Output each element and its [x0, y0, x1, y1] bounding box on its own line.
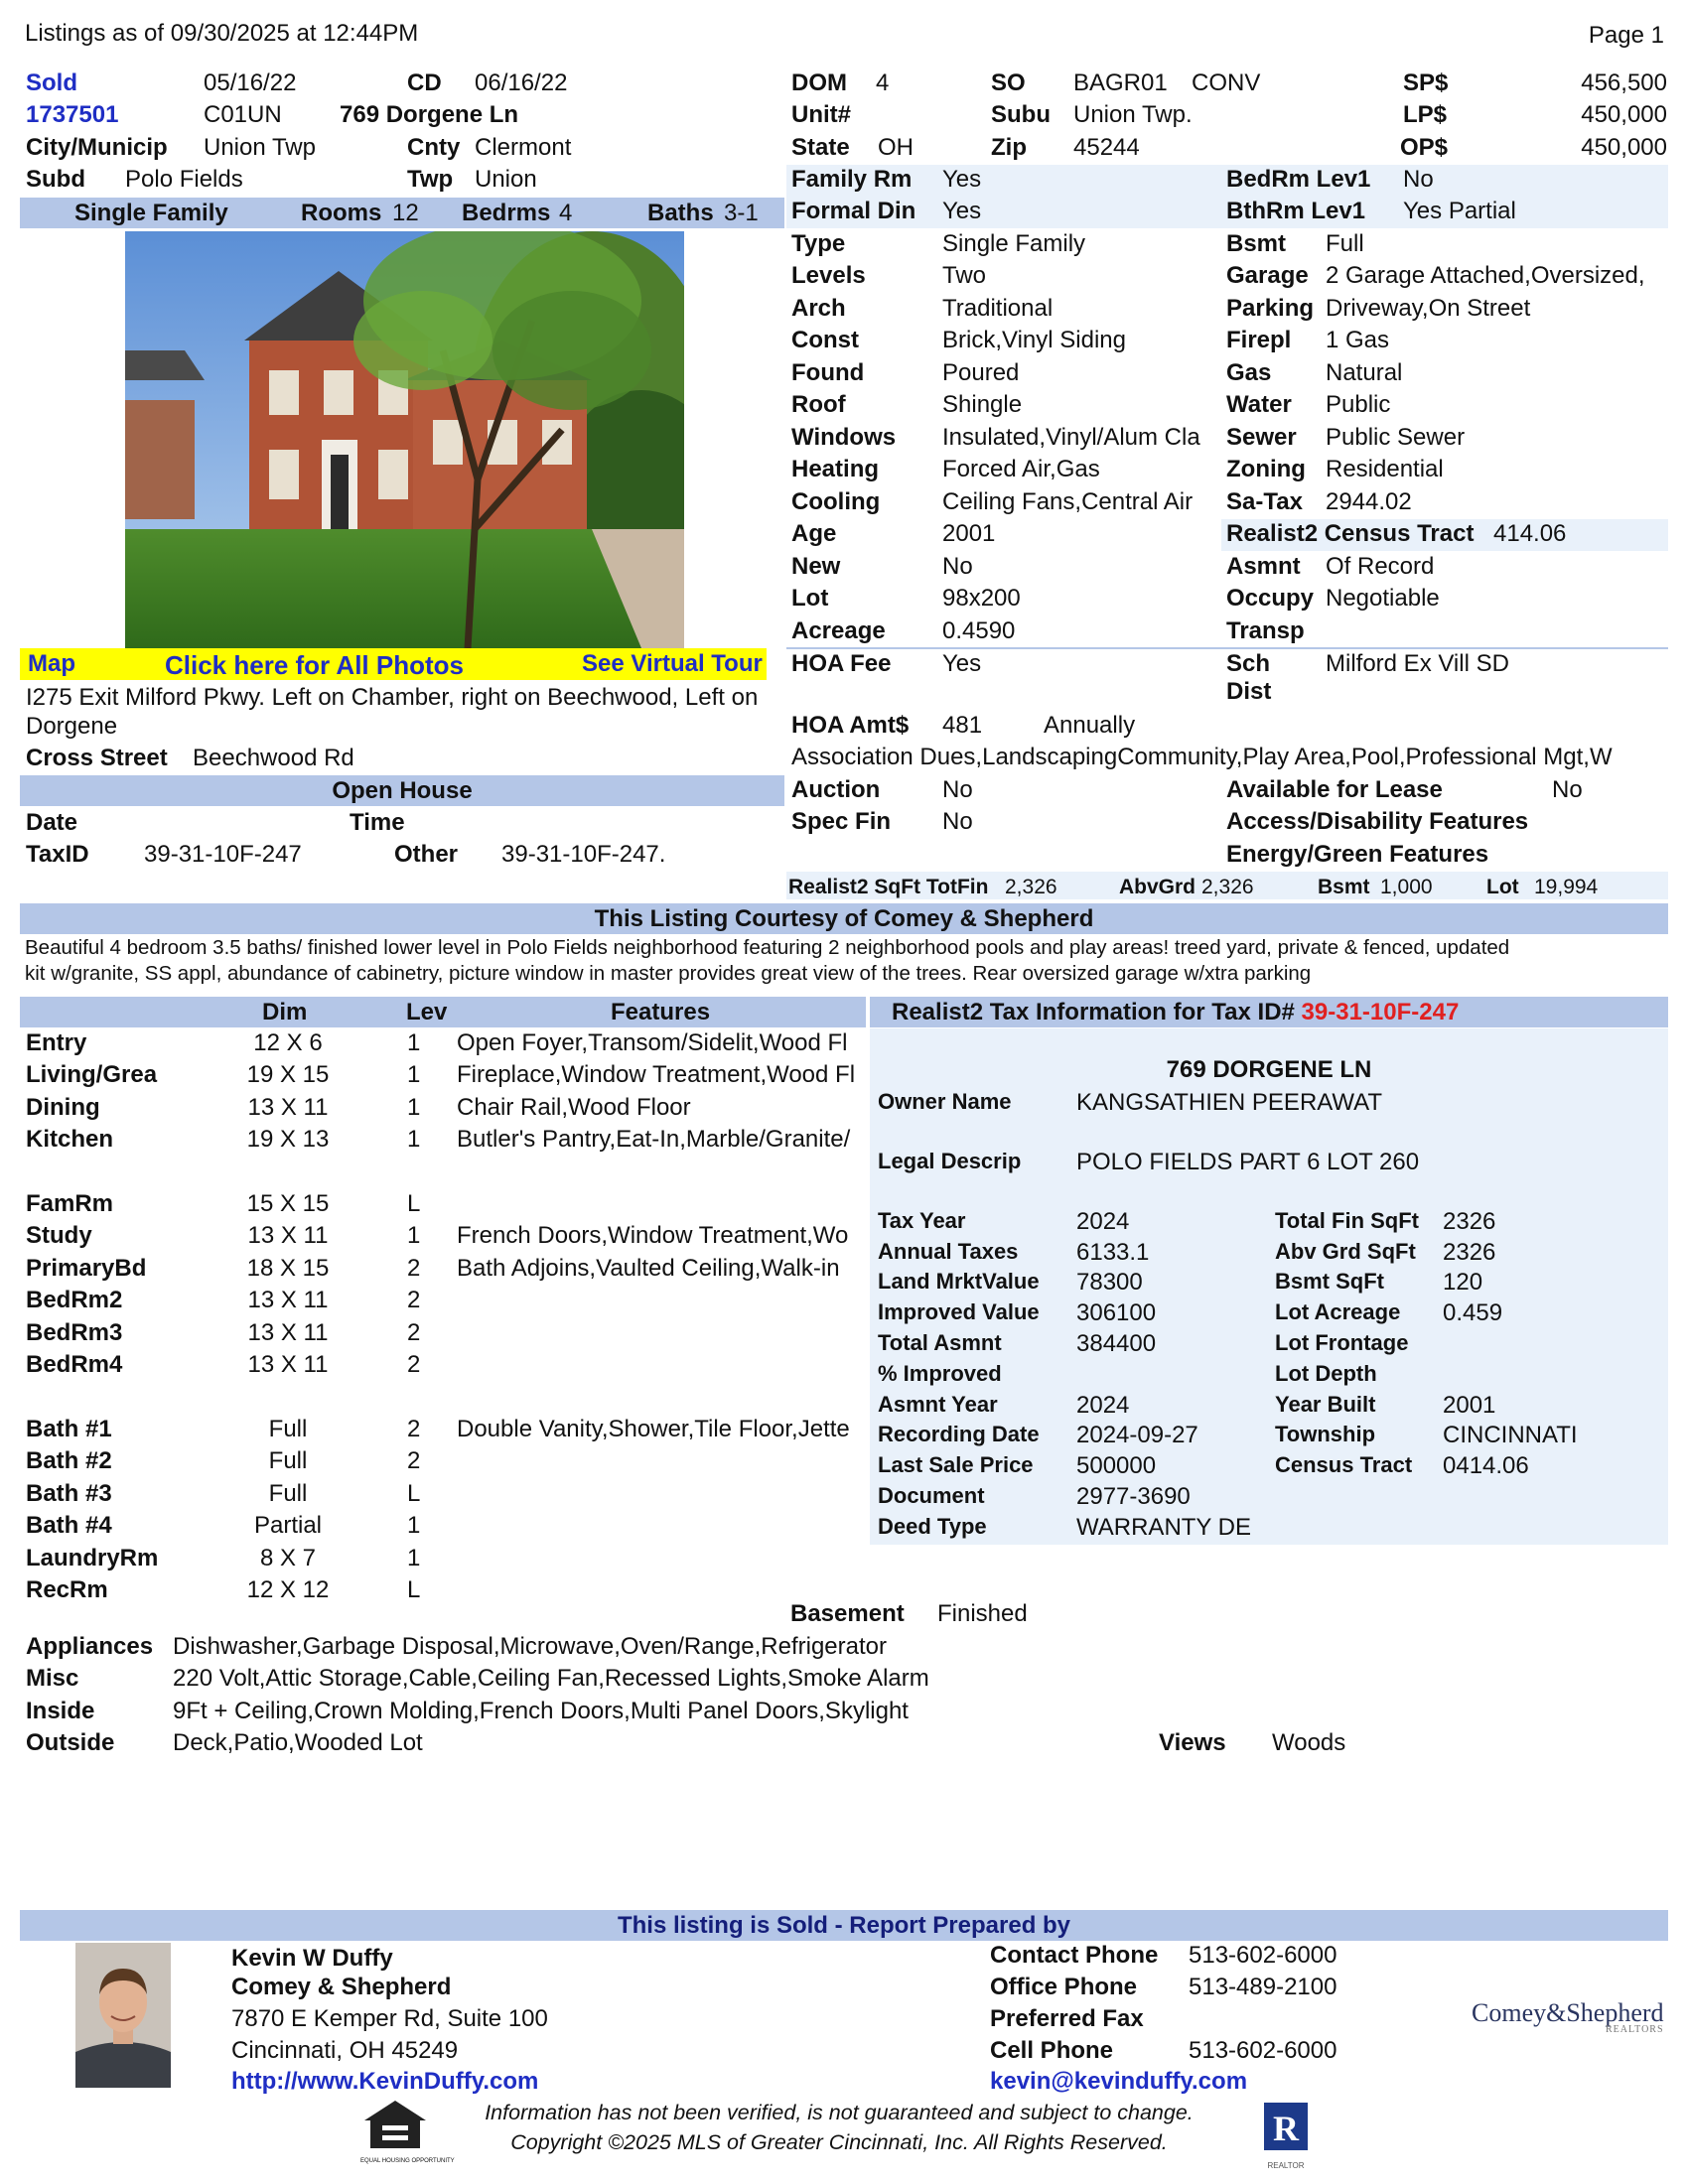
- agent-email-link[interactable]: kevin@kevinduffy.com: [990, 2068, 1248, 2095]
- room-features: Open Foyer,Transom/Sidelit,Wood Fl: [457, 1029, 848, 1056]
- room-name: BedRm4: [26, 1351, 123, 1378]
- office-phone-label: Office Phone: [990, 1974, 1138, 2000]
- room-name: LaundryRm: [26, 1545, 159, 1571]
- tax-value: 2326: [1443, 1208, 1496, 1235]
- room-dim: Partial: [253, 1512, 323, 1539]
- feature-value: No: [1403, 166, 1434, 193]
- baths-label: Baths: [647, 200, 714, 226]
- room-lev: 2: [407, 1287, 421, 1313]
- feature-label: New: [791, 553, 841, 580]
- feature-label: Transp: [1226, 617, 1305, 644]
- room-features: Fireplace,Window Treatment,Wood Fl: [457, 1061, 856, 1088]
- tax-legal-label: Legal Descrip: [878, 1149, 1022, 1173]
- tax-header: [892, 999, 1459, 1027]
- tax-label: Lot Frontage: [1275, 1330, 1409, 1355]
- outside-label: Outside: [26, 1729, 115, 1756]
- feature-label: BthRm Lev1: [1226, 198, 1366, 224]
- op-value: 450,000: [1581, 134, 1667, 161]
- so-label: SO: [991, 69, 1026, 96]
- room-name: Entry: [26, 1029, 87, 1056]
- room-dim: 8 X 7: [259, 1545, 317, 1571]
- cross-street-label: Cross Street: [26, 745, 168, 771]
- state-label: State: [791, 134, 850, 161]
- sold-bar-text: This listing is Sold - Report Prepared by: [617, 1912, 1071, 1939]
- so-value: BAGR01: [1073, 69, 1168, 96]
- rooms-label: Rooms: [301, 200, 382, 226]
- feature-value: No: [942, 553, 973, 580]
- room-dim: 13 X 11: [247, 1222, 329, 1249]
- tax-legal-value: POLO FIELDS PART 6 LOT 260: [1076, 1149, 1420, 1175]
- school-value: Milford Ex Vill SD: [1326, 650, 1509, 677]
- feature-label: BedRm Lev1: [1226, 166, 1371, 193]
- tax-value: 2001: [1443, 1392, 1496, 1419]
- page-number: Page 1: [1588, 22, 1664, 49]
- agent-city: Cincinnati, OH 45249: [231, 2037, 459, 2064]
- feature-label: Gas: [1226, 359, 1272, 386]
- open-house-date-label: Date: [26, 809, 78, 836]
- listings-as-of: Listings as of 09/30/2025 at 12:44PM: [25, 20, 419, 47]
- tax-label: Census Tract: [1275, 1452, 1413, 1477]
- room-lev: 2: [407, 1319, 421, 1346]
- feature-label: Windows: [791, 424, 897, 451]
- other-value: 39-31-10F-247.: [501, 841, 666, 868]
- property-address: 769 Dorgene Ln: [340, 101, 519, 128]
- room-features: French Doors,Window Treatment,Wo: [457, 1222, 849, 1249]
- feature-value: Natural: [1326, 359, 1403, 386]
- room-lev: L: [407, 1480, 421, 1507]
- feature-value: Shingle: [942, 391, 1023, 418]
- room-dim: 19 X 15: [246, 1061, 330, 1088]
- room-dim: 13 X 11: [247, 1287, 329, 1313]
- misc-value: 220 Volt,Attic Storage,Cable,Ceiling Fan,Recessed Lights,Smoke Alarm: [173, 1665, 929, 1692]
- tax-owner-value: KANGSATHIEN PEERAWAT: [1076, 1089, 1383, 1116]
- room-lev: 1: [407, 1126, 421, 1153]
- disclaimer-line-2: Copyright ©2025 MLS of Greater Cincinnati, Inc. All Rights Reserved.: [510, 2130, 1168, 2154]
- tax-label: Year Built: [1275, 1392, 1376, 1417]
- school-label-2: Dist: [1226, 678, 1272, 705]
- feature-value: Traditional: [942, 295, 1054, 322]
- office-phone-value: 513-489-2100: [1189, 1974, 1337, 2000]
- list-date: 05/16/22: [204, 69, 297, 96]
- directions: I275 Exit Milford Pkwy. Left on Chamber, right on Beechwood, Left on Dorgene: [26, 684, 759, 741]
- city-label: City/Municip: [26, 134, 168, 161]
- virtual-tour-link[interactable]: See Virtual Tour: [582, 650, 763, 677]
- appliances-value: Dishwasher,Garbage Disposal,Microwave,Oven/Range,Refrigerator: [173, 1633, 887, 1660]
- feature-value: Yes Partial: [1403, 198, 1516, 224]
- feature-value: Negotiable: [1326, 585, 1440, 612]
- feature-label: Roof: [791, 391, 846, 418]
- tax-header-title: Realist2 Tax Information for Tax ID#: [892, 999, 1295, 1025]
- area-code: C01UN: [204, 101, 282, 128]
- remarks-line-1: Beautiful 4 bedroom 3.5 baths/ finished lower level in Polo Fields neighborhood featuring 2 neighborhood pools and play areas! treed yard, private & fenced, updated: [25, 936, 1510, 959]
- agent-street: 7870 E Kemper Rd, Suite 100: [231, 2005, 548, 2032]
- feature-label: Occupy: [1226, 585, 1315, 612]
- tax-value: WARRANTY DE: [1076, 1514, 1252, 1541]
- feature-label: Bsmt: [1226, 230, 1287, 257]
- misc-label: Misc: [26, 1665, 79, 1692]
- tax-value: 120: [1443, 1269, 1483, 1296]
- state-value: OH: [878, 134, 914, 161]
- hoa-divider: [786, 647, 1668, 649]
- basement-value: Finished: [937, 1600, 1028, 1627]
- feature-value: Single Family: [942, 230, 1086, 257]
- inside-label: Inside: [26, 1698, 95, 1724]
- svg-text:R: R: [1273, 2109, 1299, 2148]
- county-value: Clermont: [475, 134, 572, 161]
- brand-logo-subtext: REALTORS: [1605, 2024, 1664, 2036]
- room-dim: 13 X 11: [247, 1094, 329, 1121]
- rooms-header-dim: Dim: [262, 999, 308, 1025]
- feature-label: Found: [791, 359, 865, 386]
- feature-value: Of Record: [1326, 553, 1435, 580]
- room-name: RecRm: [26, 1576, 108, 1603]
- feature-value: Brick,Vinyl Siding: [942, 327, 1126, 353]
- tax-label: Lot Acreage: [1275, 1299, 1401, 1324]
- sp-label: SP$: [1403, 69, 1449, 96]
- feature-value: Poured: [942, 359, 1020, 386]
- city-value: Union Twp: [204, 134, 316, 161]
- feature-label: Age: [791, 520, 837, 547]
- tax-label: Tax Year: [878, 1208, 966, 1233]
- room-name: Bath #2: [26, 1447, 112, 1474]
- feature-label: Sa-Tax: [1226, 488, 1303, 515]
- room-name: Kitchen: [26, 1126, 114, 1153]
- open-house-time-label: Time: [350, 809, 405, 836]
- hoa-frequency: Annually: [1044, 712, 1136, 739]
- room-dim: 12 X 12: [246, 1576, 330, 1603]
- room-lev: 1: [407, 1512, 421, 1539]
- lp-label: LP$: [1403, 101, 1448, 128]
- other-label: Other: [394, 841, 459, 868]
- room-lev: 1: [407, 1094, 421, 1121]
- tax-value: 306100: [1076, 1299, 1157, 1326]
- feature-label: Lot: [791, 585, 829, 612]
- lp-value: 450,000: [1581, 101, 1667, 128]
- hoa-amt-label: HOA Amt$: [791, 712, 910, 739]
- hoa-fee-label: HOA Fee: [791, 650, 892, 677]
- brand-logo: [1472, 1997, 1664, 2036]
- room-name: Dining: [26, 1094, 100, 1121]
- room-name: Study: [26, 1222, 92, 1249]
- feature-value: 414.06: [1493, 520, 1567, 547]
- twp-value: Union: [475, 166, 537, 193]
- tax-label: Total Asmnt: [878, 1330, 1002, 1355]
- tax-label: Deed Type: [878, 1514, 987, 1539]
- tax-value: 2326: [1443, 1239, 1496, 1266]
- feature-value: Full: [1326, 230, 1364, 257]
- feature-label: Firepl: [1226, 327, 1292, 353]
- access-features-label: Access/Disability Features: [1226, 808, 1529, 835]
- tax-label: Land MrktValue: [878, 1269, 1040, 1294]
- appliances-label: Appliances: [26, 1633, 154, 1660]
- room-features: Double Vanity,Shower,Tile Floor,Jette: [457, 1416, 850, 1442]
- baths-count: 3-1: [724, 200, 759, 226]
- courtesy-text: This Listing Courtesy of Comey & Shepherd: [594, 905, 1094, 932]
- auction-label: Auction: [791, 776, 881, 803]
- feature-label: Family Rm: [791, 166, 913, 193]
- hoa-amt-value: 481: [942, 712, 983, 739]
- tax-label: % Improved: [878, 1361, 1002, 1386]
- hoa-fee-value: Yes: [942, 650, 982, 677]
- sqft-bsmt-value: 1,000: [1380, 876, 1433, 898]
- tax-label: Annual Taxes: [878, 1239, 1019, 1264]
- agent-photo: [75, 1943, 171, 2088]
- tax-value: 2024-09-27: [1076, 1422, 1198, 1448]
- feature-label: Realist2 Census Tract: [1226, 520, 1475, 547]
- feature-value: 2 Garage Attached,Oversized,: [1326, 262, 1645, 289]
- room-name: BedRm3: [26, 1319, 123, 1346]
- sqft-bsmt-label: Bsmt: [1318, 876, 1370, 898]
- feature-value: Driveway,On Street: [1326, 295, 1531, 322]
- spec-fin-value: No: [942, 808, 973, 835]
- feature-value: 1 Gas: [1326, 327, 1390, 353]
- equal-housing-icon: [360, 2099, 455, 2166]
- room-lev: 1: [407, 1061, 421, 1088]
- feature-value: Public: [1326, 391, 1391, 418]
- tax-header-id: 39-31-10F-247: [1301, 999, 1460, 1025]
- room-features: Butler's Pantry,Eat-In,Marble/Granite/: [457, 1126, 851, 1153]
- feature-label: Sewer: [1226, 424, 1297, 451]
- feature-label: Garage: [1226, 262, 1309, 289]
- tax-value: 0.459: [1443, 1299, 1503, 1326]
- subd-value: Polo Fields: [125, 166, 243, 193]
- tax-value: 500000: [1076, 1452, 1157, 1479]
- sqft-totfin-value: 2,326: [1005, 876, 1057, 898]
- feature-value: Yes: [942, 198, 982, 224]
- feature-label: Cooling: [791, 488, 881, 515]
- room-name: Living/Grea: [26, 1061, 158, 1088]
- realtor-icon: [1256, 2101, 1316, 2170]
- tax-value: 0414.06: [1443, 1452, 1529, 1479]
- cell-phone-value: 513-602-6000: [1189, 2037, 1337, 2064]
- room-dim: 13 X 11: [247, 1351, 329, 1378]
- agent-company: Comey & Shepherd: [231, 1974, 452, 2000]
- room-dim: 15 X 15: [246, 1190, 330, 1217]
- sqft-abvgrd-label: AbvGrd: [1119, 876, 1196, 898]
- hoa-includes: Association Dues,LandscapingCommunity,Play Area,Pool,Professional Mgt,W: [791, 744, 1613, 770]
- tax-label: Bsmt SqFt: [1275, 1269, 1384, 1294]
- feature-label: Levels: [791, 262, 866, 289]
- tax-value: 78300: [1076, 1269, 1143, 1296]
- bedrms-count: 4: [559, 200, 573, 226]
- room-features: Bath Adjoins,Vaulted Ceiling,Walk-in: [457, 1255, 840, 1282]
- room-lev: 1: [407, 1222, 421, 1249]
- tax-label: Last Sale Price: [878, 1452, 1034, 1477]
- property-type: Single Family: [74, 200, 228, 226]
- room-dim: Full: [268, 1416, 308, 1442]
- dom-value: 4: [876, 69, 890, 96]
- contact-phone-value: 513-602-6000: [1189, 1942, 1337, 1969]
- bedrms-label: Bedrms: [462, 200, 551, 226]
- feature-value: Ceiling Fans,Central Air: [942, 488, 1194, 515]
- dom-label: DOM: [791, 69, 847, 96]
- agent-name: Kevin W Duffy: [231, 1945, 393, 1972]
- feature-value: Forced Air,Gas: [942, 456, 1100, 482]
- open-house-title: Open House: [332, 777, 473, 804]
- spec-fin-label: Spec Fin: [791, 808, 892, 835]
- inside-value: 9Ft + Ceiling,Crown Molding,French Doors,Multi Panel Doors,Skylight: [173, 1698, 909, 1724]
- feature-value: 2001: [942, 520, 996, 547]
- cell-phone-label: Cell Phone: [990, 2037, 1114, 2064]
- contact-phone-label: Contact Phone: [990, 1942, 1159, 1969]
- county-label: Cnty: [407, 134, 461, 161]
- room-name: Bath #3: [26, 1480, 112, 1507]
- tax-label: Recording Date: [878, 1422, 1040, 1446]
- room-name: Bath #4: [26, 1512, 112, 1539]
- views-value: Woods: [1272, 1729, 1346, 1756]
- listing-status: Sold: [26, 69, 77, 96]
- twp-label: Twp: [407, 166, 454, 193]
- tax-owner-label: Owner Name: [878, 1089, 1012, 1114]
- all-photos-link[interactable]: Click here for All Photos: [165, 650, 464, 680]
- feature-value: 98x200: [942, 585, 1021, 612]
- room-lev: 1: [407, 1029, 421, 1056]
- feature-label: Acreage: [791, 617, 886, 644]
- room-name: FamRm: [26, 1190, 114, 1217]
- agent-website-link[interactable]: http://www.KevinDuffy.com: [231, 2068, 539, 2095]
- cd-label: CD: [407, 69, 442, 96]
- rooms-header-lev: Lev: [406, 999, 448, 1025]
- feature-label: Arch: [791, 295, 846, 322]
- unit-label: Unit#: [791, 101, 851, 128]
- feature-value: Public Sewer: [1326, 424, 1466, 451]
- feature-label: Asmnt: [1226, 553, 1301, 580]
- views-label: Views: [1159, 1729, 1226, 1756]
- room-lev: L: [407, 1576, 421, 1603]
- energy-features-label: Energy/Green Features: [1226, 841, 1489, 868]
- feature-label: Heating: [791, 456, 880, 482]
- tax-value: 2024: [1076, 1392, 1130, 1419]
- feature-value: 2944.02: [1326, 488, 1412, 515]
- sqft-totfin-label: Realist2 SqFt TotFin: [788, 876, 989, 898]
- sqft-lot-label: Lot: [1486, 876, 1519, 898]
- so-type: CONV: [1192, 69, 1261, 96]
- outside-value: Deck,Patio,Wooded Lot: [173, 1729, 423, 1756]
- tax-value: 6133.1: [1076, 1239, 1150, 1266]
- tax-label: Improved Value: [878, 1299, 1040, 1324]
- cross-street-value: Beechwood Rd: [193, 745, 354, 771]
- cd-date: 06/16/22: [475, 69, 568, 96]
- room-dim: 12 X 6: [253, 1029, 323, 1056]
- room-lev: 2: [407, 1447, 421, 1474]
- property-photo[interactable]: [125, 231, 684, 648]
- feature-value: Insulated,Vinyl/Alum Cla: [942, 424, 1200, 451]
- subu-label: Subu: [991, 101, 1051, 128]
- room-name: PrimaryBd: [26, 1255, 147, 1282]
- lease-value: No: [1552, 776, 1583, 803]
- tax-value: CINCINNATI: [1443, 1422, 1578, 1448]
- room-dim: Full: [268, 1480, 308, 1507]
- taxid-label: TaxID: [26, 841, 89, 868]
- room-dim: Full: [268, 1447, 308, 1474]
- feature-label: Const: [791, 327, 859, 353]
- tax-label: Township: [1275, 1422, 1376, 1446]
- auction-value: No: [942, 776, 973, 803]
- tax-label: Lot Depth: [1275, 1361, 1377, 1386]
- feature-label: Parking: [1226, 295, 1315, 322]
- tax-label: Asmnt Year: [878, 1392, 998, 1417]
- room-lev: 2: [407, 1351, 421, 1378]
- tax-label: Document: [878, 1483, 985, 1508]
- tax-value: 384400: [1076, 1330, 1157, 1357]
- room-dim: 18 X 15: [246, 1255, 330, 1282]
- rooms-header-features: Features: [611, 999, 711, 1025]
- subu-value: Union Twp.: [1073, 101, 1193, 128]
- sp-value: 456,500: [1581, 69, 1667, 96]
- subd-label: Subd: [26, 166, 85, 193]
- room-lev: 1: [407, 1545, 421, 1571]
- tax-label: Abv Grd SqFt: [1275, 1239, 1416, 1264]
- map-link[interactable]: Map: [28, 650, 75, 677]
- taxid-value: 39-31-10F-247: [144, 841, 302, 868]
- zip-label: Zip: [991, 134, 1027, 161]
- feature-value: Two: [942, 262, 987, 289]
- tax-label: Total Fin SqFt: [1275, 1208, 1420, 1233]
- school-label: Sch: [1226, 650, 1271, 677]
- op-label: OP$: [1400, 134, 1449, 161]
- disclaimer-line-1: Information has not been verified, is not guaranteed and subject to change.: [485, 2101, 1194, 2124]
- room-lev: 2: [407, 1255, 421, 1282]
- preferred-fax-label: Preferred Fax: [990, 2005, 1144, 2032]
- equal-housing-text: EQUAL HOUSING OPPORTUNITY: [360, 2157, 455, 2164]
- feature-value: Residential: [1326, 456, 1444, 482]
- brand-logo-text: Comey&Shepherd: [1472, 1998, 1664, 2027]
- room-lev: 2: [407, 1416, 421, 1442]
- sqft-abvgrd-value: 2,326: [1201, 876, 1254, 898]
- feature-label: Type: [791, 230, 846, 257]
- lease-label: Available for Lease: [1226, 776, 1443, 803]
- realtor-text: REALTOR: [1267, 2160, 1305, 2170]
- room-name: BedRm2: [26, 1287, 123, 1313]
- feature-label: Water: [1226, 391, 1292, 418]
- room-name: Bath #1: [26, 1416, 112, 1442]
- feature-label: Formal Din: [791, 198, 916, 224]
- tax-address: 769 DORGENE LN: [1166, 1056, 1372, 1083]
- mls-number-link[interactable]: 1737501: [26, 101, 119, 128]
- basement-label: Basement: [790, 1600, 905, 1627]
- room-lev: L: [407, 1190, 421, 1217]
- room-dim: 13 X 11: [247, 1319, 329, 1346]
- tax-value: 2977-3690: [1076, 1483, 1191, 1510]
- tax-value: 2024: [1076, 1208, 1130, 1235]
- feature-label: Zoning: [1226, 456, 1306, 482]
- feature-value: 0.4590: [942, 617, 1016, 644]
- room-features: Chair Rail,Wood Floor: [457, 1094, 691, 1121]
- feature-value: Yes: [942, 166, 982, 193]
- rooms-count: 12: [392, 200, 419, 226]
- zip-value: 45244: [1073, 134, 1140, 161]
- room-dim: 19 X 13: [246, 1126, 330, 1153]
- sqft-lot-value: 19,994: [1534, 876, 1599, 898]
- remarks-line-2: kit w/granite, SS appl, abundance of cabinetry, picture window in master provides great view of the trees. Rear oversized garage w/xtra parking: [25, 962, 1312, 985]
